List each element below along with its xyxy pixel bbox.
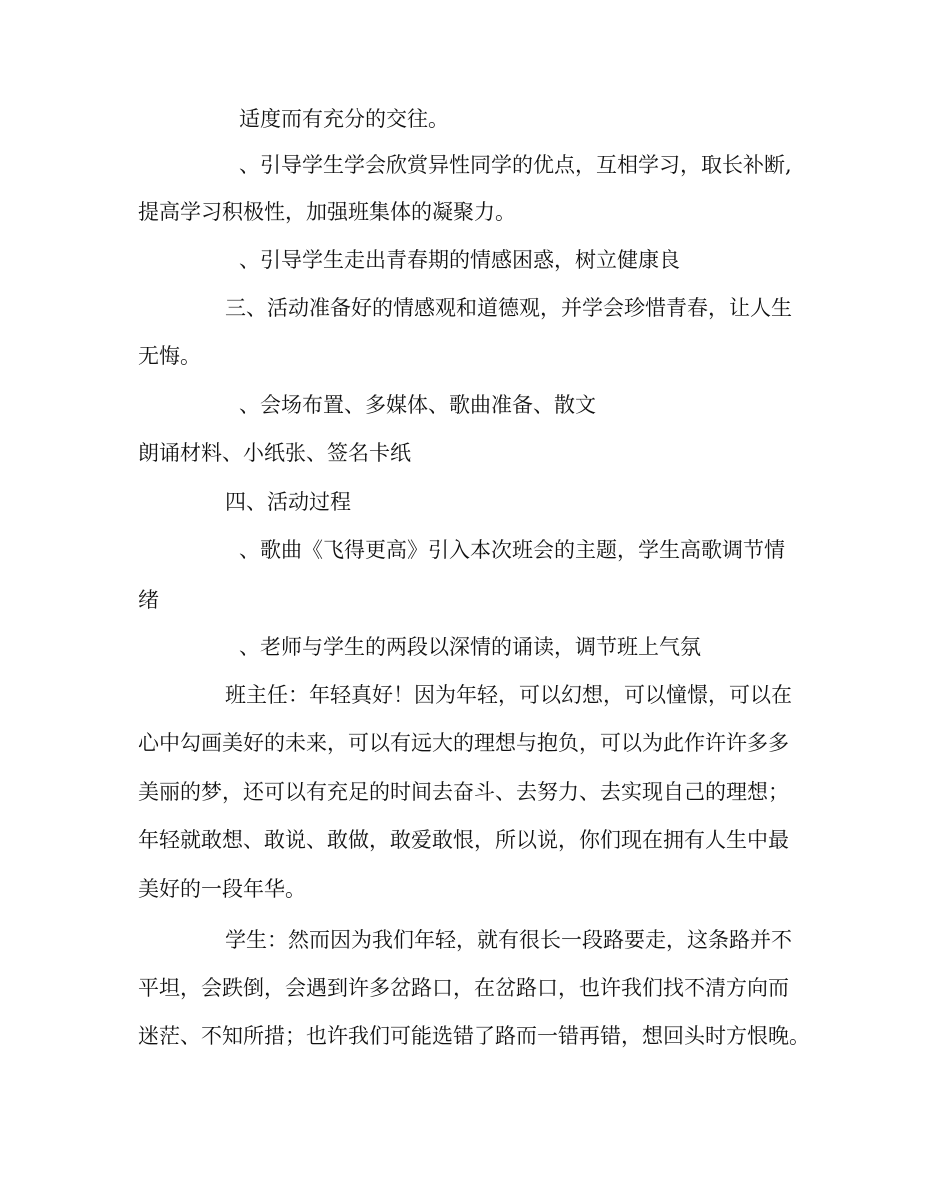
text-line-7: 、会场布置、多媒体、歌曲准备、散文: [239, 393, 596, 417]
text-line-5: 三、活动准备好的情感观和道德观，并学会珍惜青春，让人生: [225, 296, 792, 320]
text-line-17: 美好的一段年华。: [138, 877, 306, 901]
text-line-9: 四、活动过程: [225, 490, 351, 514]
text-line-13: 班主任：年轻真好！因为年轻，可以幻想，可以憧憬，可以在: [225, 683, 792, 707]
text-line-4: 、引导学生走出青春期的情感困惑，树立健康良: [239, 248, 680, 272]
text-line-10: 、歌曲《飞得更高》引入本次班会的主题，学生高歌调节情: [239, 538, 785, 562]
text-line-15: 美丽的梦，还可以有充足的时间去奋斗、去努力、去实现自己的理想；: [138, 780, 789, 804]
text-line-1: 适度而有充分的交往。: [239, 107, 449, 131]
text-line-8: 朗诵材料、小纸张、签名卡纸: [138, 441, 411, 465]
text-line-11: 绪: [138, 588, 159, 612]
text-line-6: 无悔。: [138, 344, 201, 368]
text-line-2: 、引导学生学会欣赏异性同学的优点，互相学习，取长补断,: [239, 153, 792, 177]
text-line-12: 、老师与学生的两段以深情的诵读，调节班上气氛: [239, 635, 701, 659]
text-line-19: 平坦，会跌倒，会遇到许多岔路口，在岔路口，也许我们找不清方向而: [138, 976, 789, 1000]
text-line-18: 学生：然而因为我们年轻，就有很长一段路要走，这条路并不: [225, 928, 792, 952]
text-line-20: 迷茫、不知所措；也许我们可能选错了路而一错再错，想回头时方恨晚。: [138, 1024, 810, 1048]
text-line-16: 年轻就敢想、敢说、敢做，敢爱敢恨，所以说，你们现在拥有人生中最: [138, 828, 789, 852]
text-line-3: 提高学习积极性，加强班集体的凝聚力。: [138, 200, 516, 224]
text-line-14: 心中勾画美好的未来，可以有远大的理想与抱负，可以为此作许许多多: [138, 731, 789, 755]
